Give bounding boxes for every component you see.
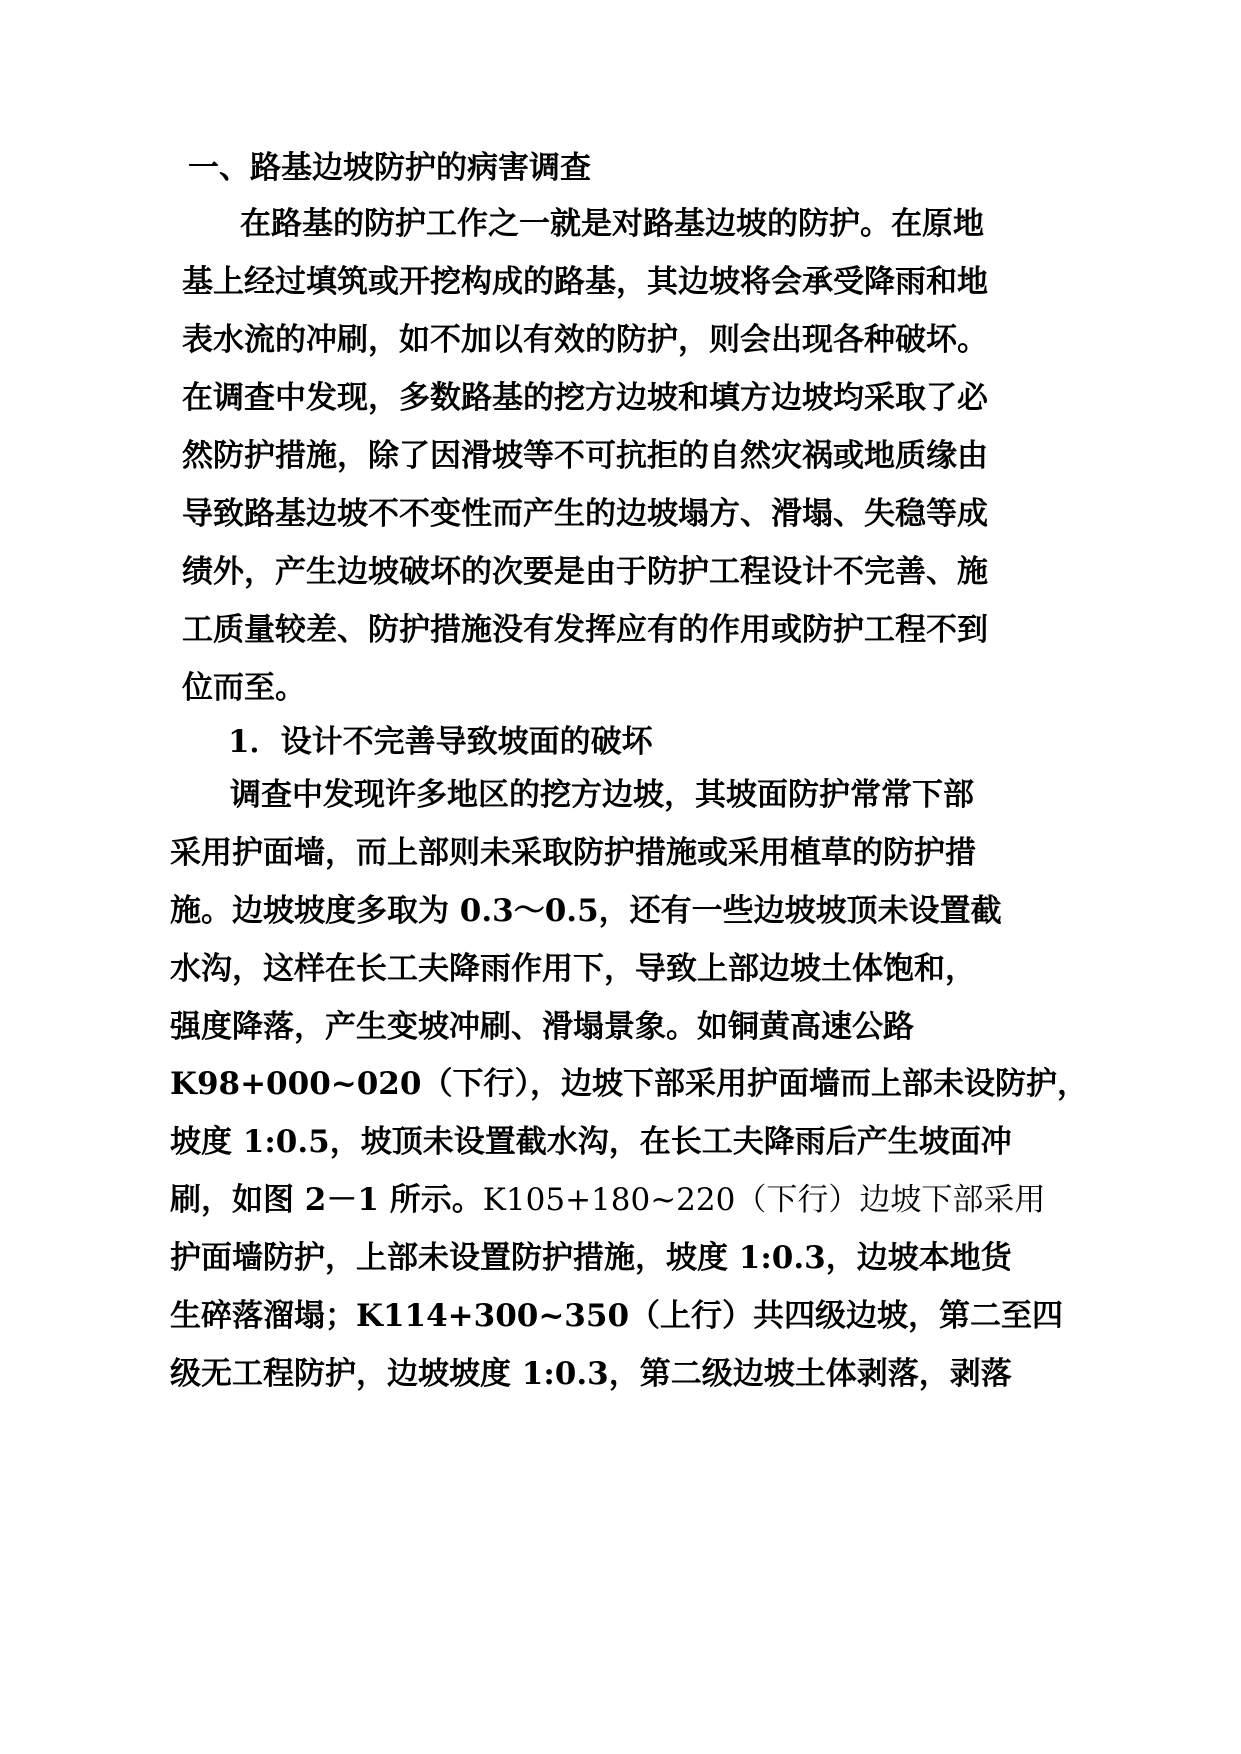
paragraph-line: 强度降落，产生变坡冲刷、滑塌景象。如铜黄高速公路 <box>170 1009 914 1045</box>
paragraph-line: 护面墙防护，上部未设置防护措施，坡度 1:0.3，边坡本地货 <box>170 1240 1012 1276</box>
paragraph-line: 表水流的冲刷，如不加以有效的防护，则会出现各种破坏。 <box>182 322 988 358</box>
paragraph-line: 基上经过填筑或开挖构成的路基，其边坡将会承受降雨和地 <box>182 264 988 300</box>
paragraph-line: 然防护措施，除了因滑坡等不可抗拒的自然灾祸或地质缘由 <box>182 438 988 474</box>
paragraph-line: 生碎落溜塌；K114+300~350（上行）共四级边坡，第二至四 <box>170 1298 1064 1334</box>
paragraph-line: 水沟，这样在长工夫降雨作用下，导致上部边坡土体饱和， <box>170 951 976 987</box>
paragraph-line: 工质量较差、防护措施没有发挥应有的作用或防护工程不到 <box>182 612 988 648</box>
section-heading: 一、路基边坡防护的病害调查 <box>188 150 591 186</box>
paragraph-line: 在路基的防护工作之一就是对路基边坡的防护。在原地 <box>240 206 984 242</box>
text-run-regular: K105+180~220（下行）边坡下部采用 <box>482 1182 1046 1218</box>
paragraph-line: 级无工程防护，边坡坡度 1:0.3，第二级边坡土体剥落，剥落 <box>170 1356 1012 1392</box>
text-run-bold: 刷，如图 2－1 所示。 <box>170 1182 483 1218</box>
paragraph-line: 导致路基边坡不不变性而产生的边坡塌方、滑塌、失稳等成 <box>182 496 988 532</box>
subsection-heading: 1．设计不完善导致坡面的破坏 <box>228 724 653 760</box>
paragraph-line: K98+000~020（下行），边坡下部采用护面墙而上部未设防护， <box>170 1066 1088 1102</box>
paragraph-line: 绩外，产生边坡破坏的次要是由于防护工程设计不完善、施 <box>182 554 988 590</box>
paragraph-line: 在调查中发现，多数路基的挖方边坡和填方边坡均采取了必 <box>182 380 988 416</box>
paragraph-line: 位而至。 <box>182 670 306 706</box>
paragraph-line: 施。边坡坡度多取为 0.3～0.5，还有一些边坡坡顶未设置截 <box>170 893 1002 929</box>
paragraph-line: 采用护面墙，而上部则未采取防护措施或采用植草的防护措 <box>170 835 976 871</box>
paragraph-line: 坡度 1:0.5，坡顶未设置截水沟，在长工夫降雨后产生坡面冲 <box>170 1124 1012 1160</box>
paragraph-line <box>170 1180 1045 1220</box>
paragraph-line: 调查中发现许多地区的挖方边坡，其坡面防护常常下部 <box>230 777 974 813</box>
